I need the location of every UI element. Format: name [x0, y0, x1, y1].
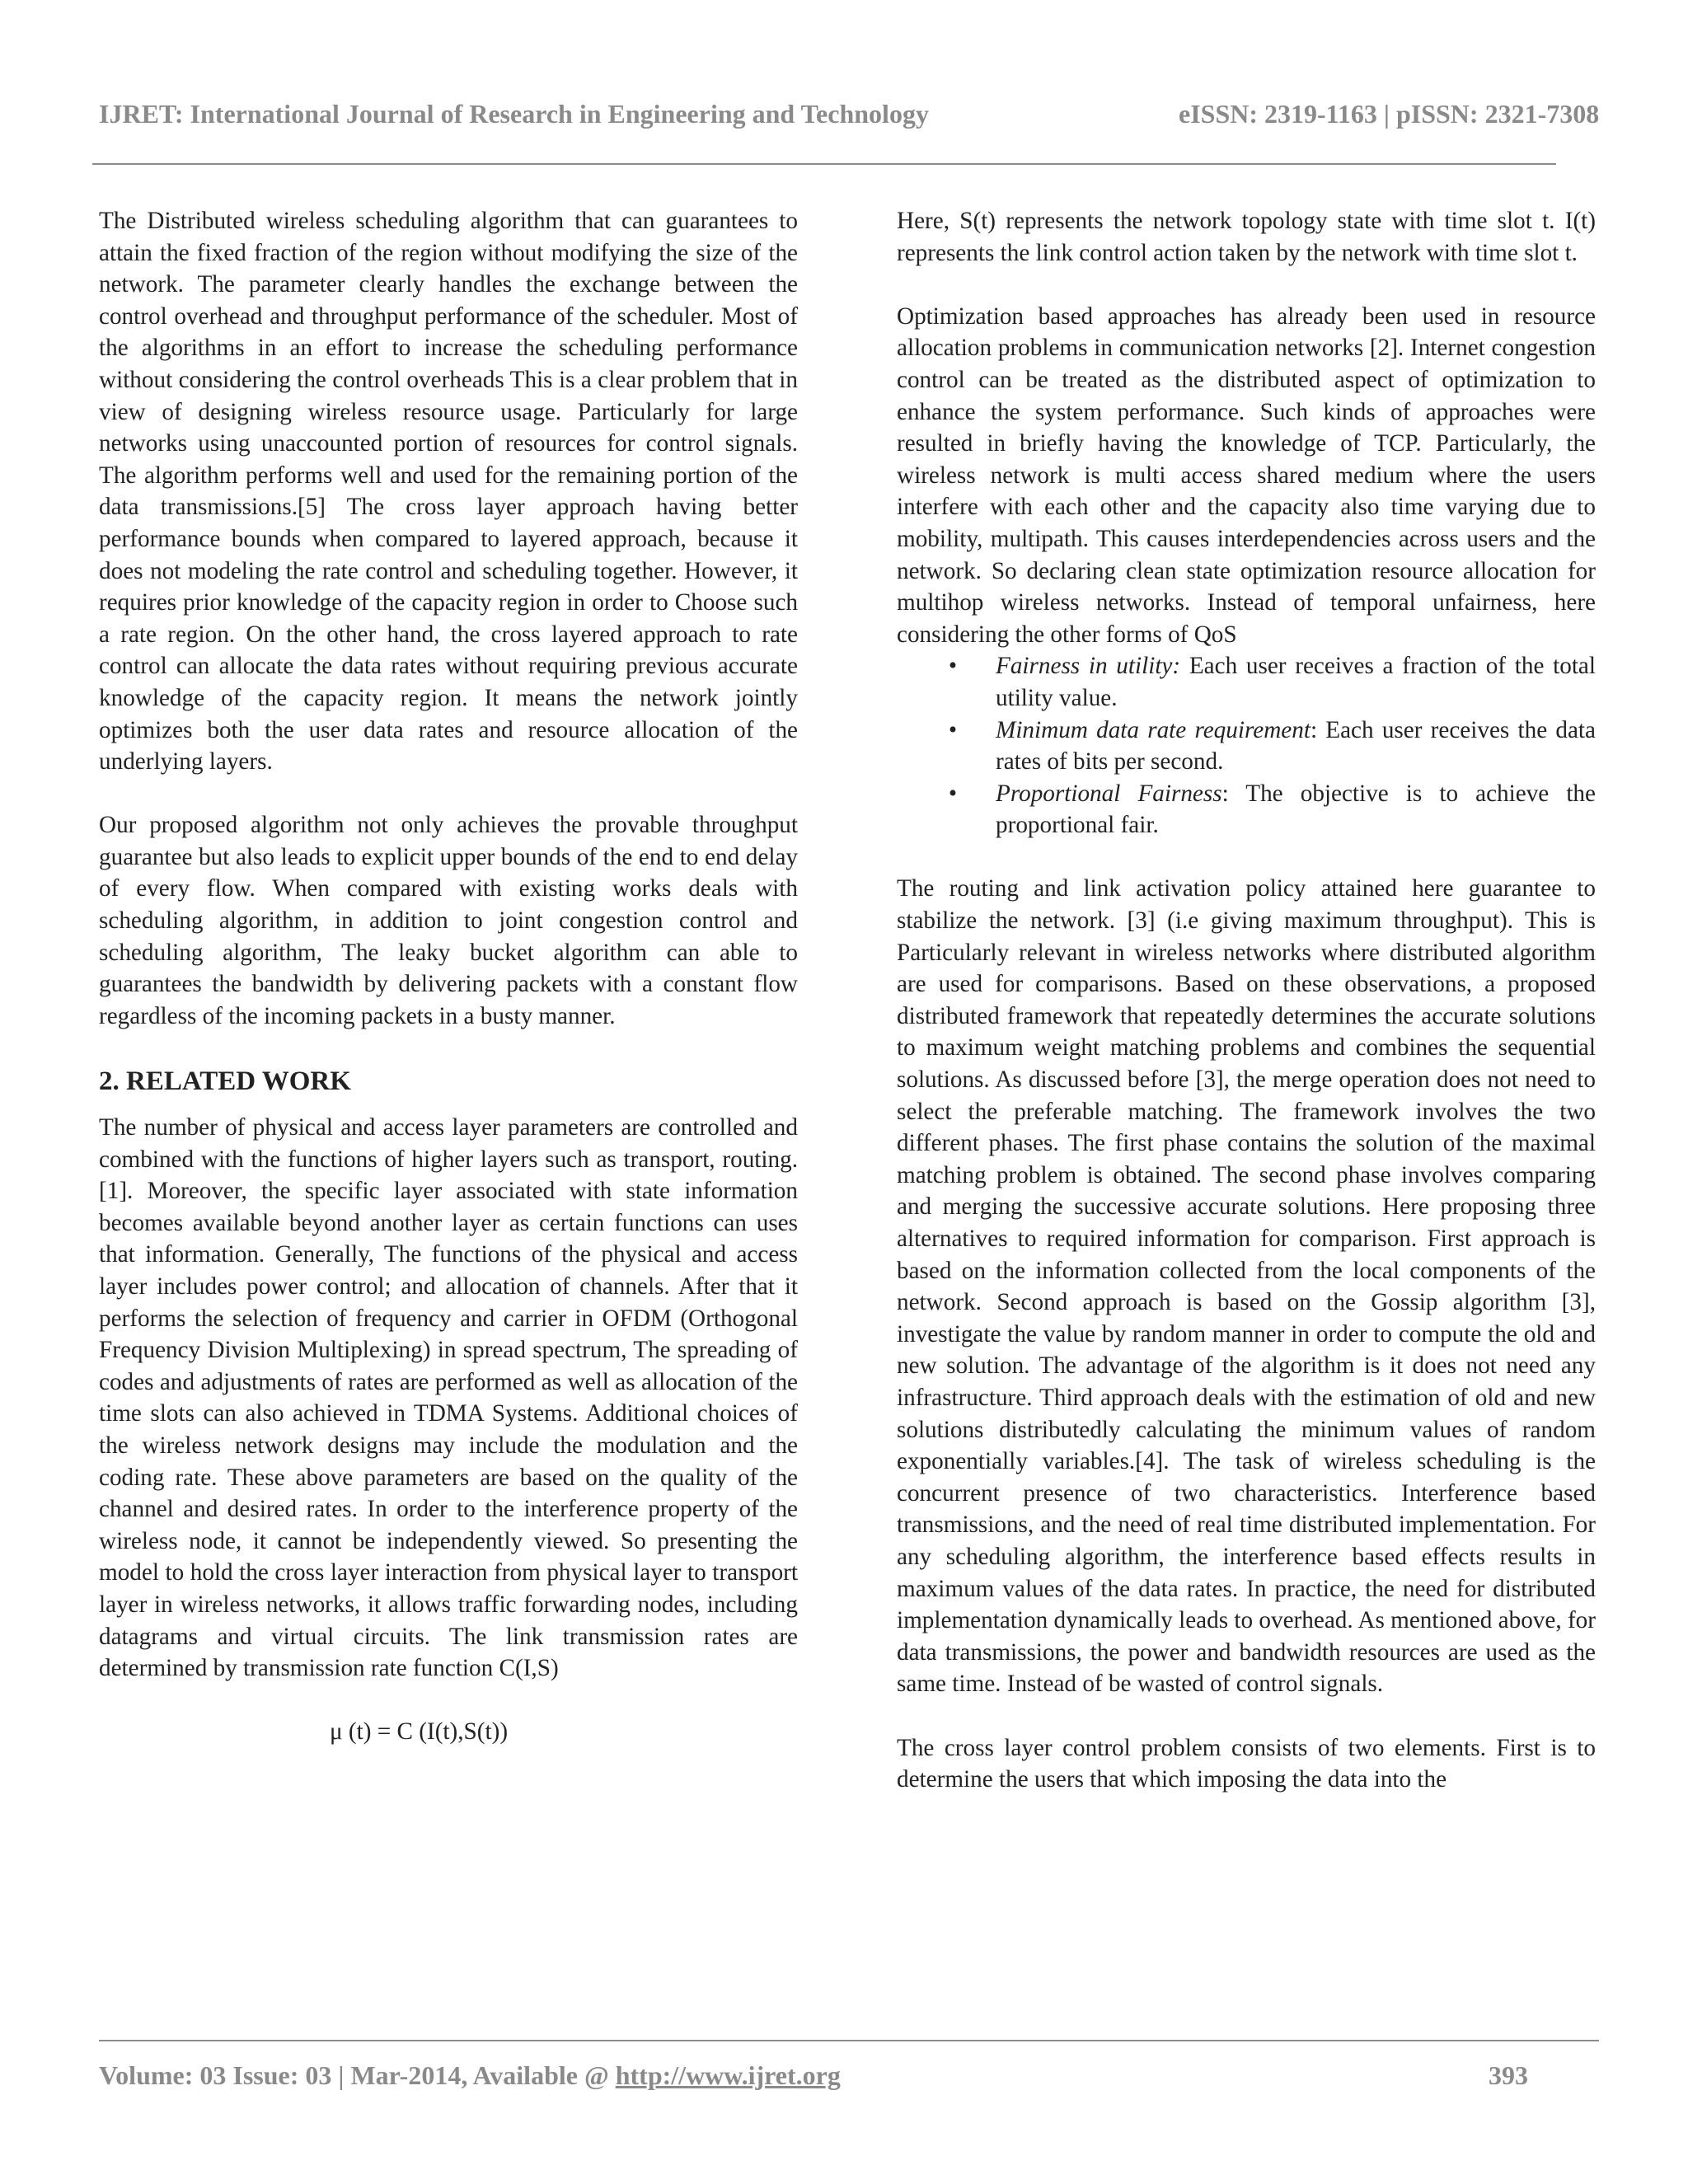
bullet-icon: • — [948, 716, 958, 743]
right-column — [897, 205, 1596, 1796]
paragraph-optimization: Optimization based approaches has already been used in resource allocation problems in communication networks [2]. Internet congestion control can be treated as the distributed aspect of optimization to enhance the system performance. Such kinds of approaches were resulted in briefly having the knowledge of TCP. Particularly, the wireless network is multi access shared medium where the users interfere with each other and the capacity also time varying due to mobility, multipath. This causes interdependencies across users and the network. So declaring clean state optimization resource allocation for multihop wireless networks. Instead of temporal unfairness, here considering the other forms of QoS — [897, 302, 1596, 648]
left-column — [99, 205, 798, 1747]
page-header — [99, 99, 1600, 138]
journal-title: IJRET: International Journal of Research in Engineering and Technology — [99, 99, 929, 129]
header-divider — [92, 163, 1556, 165]
bullet-icon: • — [948, 653, 958, 680]
section-heading-related-work: 2. RELATED WORK — [99, 1066, 351, 1097]
page-footer — [99, 2060, 1550, 2100]
bullet-icon: • — [948, 780, 958, 807]
paragraph-proposed-algorithm: Our proposed algorithm not only achieves the provable throughput guarantee but also leads to explicit upper bounds of the end to end delay of every flow. When compared with existing works deals with scheduling algorithm, in addition to joint congestion control and scheduling algorithm, The leaky bucket algorithm can able to guarantees the bandwidth by delivering packets with a constant flow regardless of the incoming packets in a busty manner. — [99, 812, 798, 1029]
list-item — [897, 650, 1596, 714]
page-number: 393 — [1489, 2060, 1528, 2090]
qos-bullet-list — [897, 650, 1596, 841]
bullet-term: Fairness in utility: — [996, 653, 1181, 680]
paragraph-routing-policy: The routing and link activation policy attained here guarantee to stabilize the network. [3] (i.e giving maximum throughput). This is Particularly relevant in wireless networks where distributed algorithm are used for comparisons. Based on these observations, a proposed distributed framework that repeatedly determines the accurate solutions to maximum weight matching problems and combines the sequential solutions. As discussed before [3], the merge operation does not need to select the preferable matching. The framework involves the two different phases. The first phase contains the solution of the maximal matching problem is obtained. The second phase involves comparing and merging the successive accurate solutions. Here proposing three alternatives to required information for comparison. First approach is based on the information collected from the local components of the network. Second approach is based on the Gossip algorithm [3], investigate the value by random manner in order to compute the old and new solution. The advantage of the algorithm is it does not need any infrastructure. Third approach deals with the estimation of old and new solutions distributedly calculating the minimum values of random exponentially variables.[4]. The task of wireless scheduling is the concurrent presence of two characteristics. Interference based transmissions, and the need of real time distributed implementation. For any scheduling algorithm, the interference based effects results in maximum values of the data rates. In practice, the need for distributed implementation dynamically leads to overhead. As mentioned above, for data transmissions, the power and bandwidth resources are used as the same time. Instead of be wasted of control signals. — [897, 875, 1596, 1698]
bullet-text: Each user receives a fraction of the total utility value. — [996, 653, 1596, 711]
footer-divider — [99, 2040, 1599, 2041]
paragraph-cross-layer-control: The cross layer control problem consists of two elements. First is to determine the users that which imposing the data into the — [897, 1734, 1596, 1793]
list-item — [897, 715, 1596, 778]
equation-transmission-rate: μ (t) = C (I(t),S(t)) — [329, 1718, 509, 1745]
volume-info: Volume: 03 Issue: 03 | Mar-2014, Available @ — [99, 2060, 616, 2090]
bullet-text: : The objective is to achieve the proportional fair. — [996, 780, 1596, 839]
list-item — [897, 778, 1596, 841]
paragraph-topology-state: Here, S(t) represents the network topology state with time slot t. I(t) represents the link control action taken by the network with time slot t. — [897, 208, 1596, 266]
issn-numbers: eISSN: 2319-1163 | pISSN: 2321-7308 — [1179, 99, 1600, 129]
paragraph-distributed-scheduling: The Distributed wireless scheduling algorithm that can guarantees to attain the fixed fraction of the region without modifying the size of the network. The parameter clearly handles the exchange between the control overhead and throughput performance of the scheduler. Most of the algorithms in an effort to increase the scheduling performance without considering the control overheads This is a clear problem that in view of designing wireless resource usage. Particularly for large networks using unaccounted portion of resources for control signals. The algorithm performs well and used for the remaining portion of the data transmissions.[5] The cross layer approach having better performance bounds when compared to layered approach, because it does not modeling the rate control and scheduling together. However, it requires prior knowledge of the capacity region in order to Choose such a rate region. On the other hand, the cross layered approach to rate control can allocate the data rates without requiring previous accurate knowledge of the capacity region. It means the network jointly optimizes both the user data rates and resource allocation of the underlying layers. — [99, 208, 798, 776]
bullet-term: Minimum data rate requirement — [996, 716, 1311, 743]
bullet-text: : Each user receives the data rates of bits per second. — [996, 716, 1596, 776]
bullet-term: Proportional Fairness — [996, 780, 1222, 807]
journal-link[interactable]: http://www.ijret.org — [615, 2060, 841, 2090]
paragraph-related-work: The number of physical and access layer parameters are controlled and combined with the functions of higher layers such as transport, routing.[1]. Moreover, the specific layer associated with state information becomes available beyond another layer as certain functions can uses that information. Generally, The functions of the physical and access layer includes power control; and allocation of channels. After that it performs the selection of frequency and carrier in OFDM (Orthogonal Frequency Division Multiplexing) in spread spectrum, The spreading of codes and adjustments of rates are performed as well as allocation of the time slots can also achieved in TDMA Systems. Additional choices of the wireless network designs may include the modulation and the coding rate. These above parameters are based on the quality of the channel and desired rates. In order to the interference property of the wireless node, it cannot be independently viewed. So presenting the model to hold the cross layer interaction from physical layer to transport layer in wireless networks, it allows traffic forwarding nodes, including datagrams and virtual circuits. The link transmission rates are determined by transmission rate function C(I,S) — [99, 1114, 798, 1682]
